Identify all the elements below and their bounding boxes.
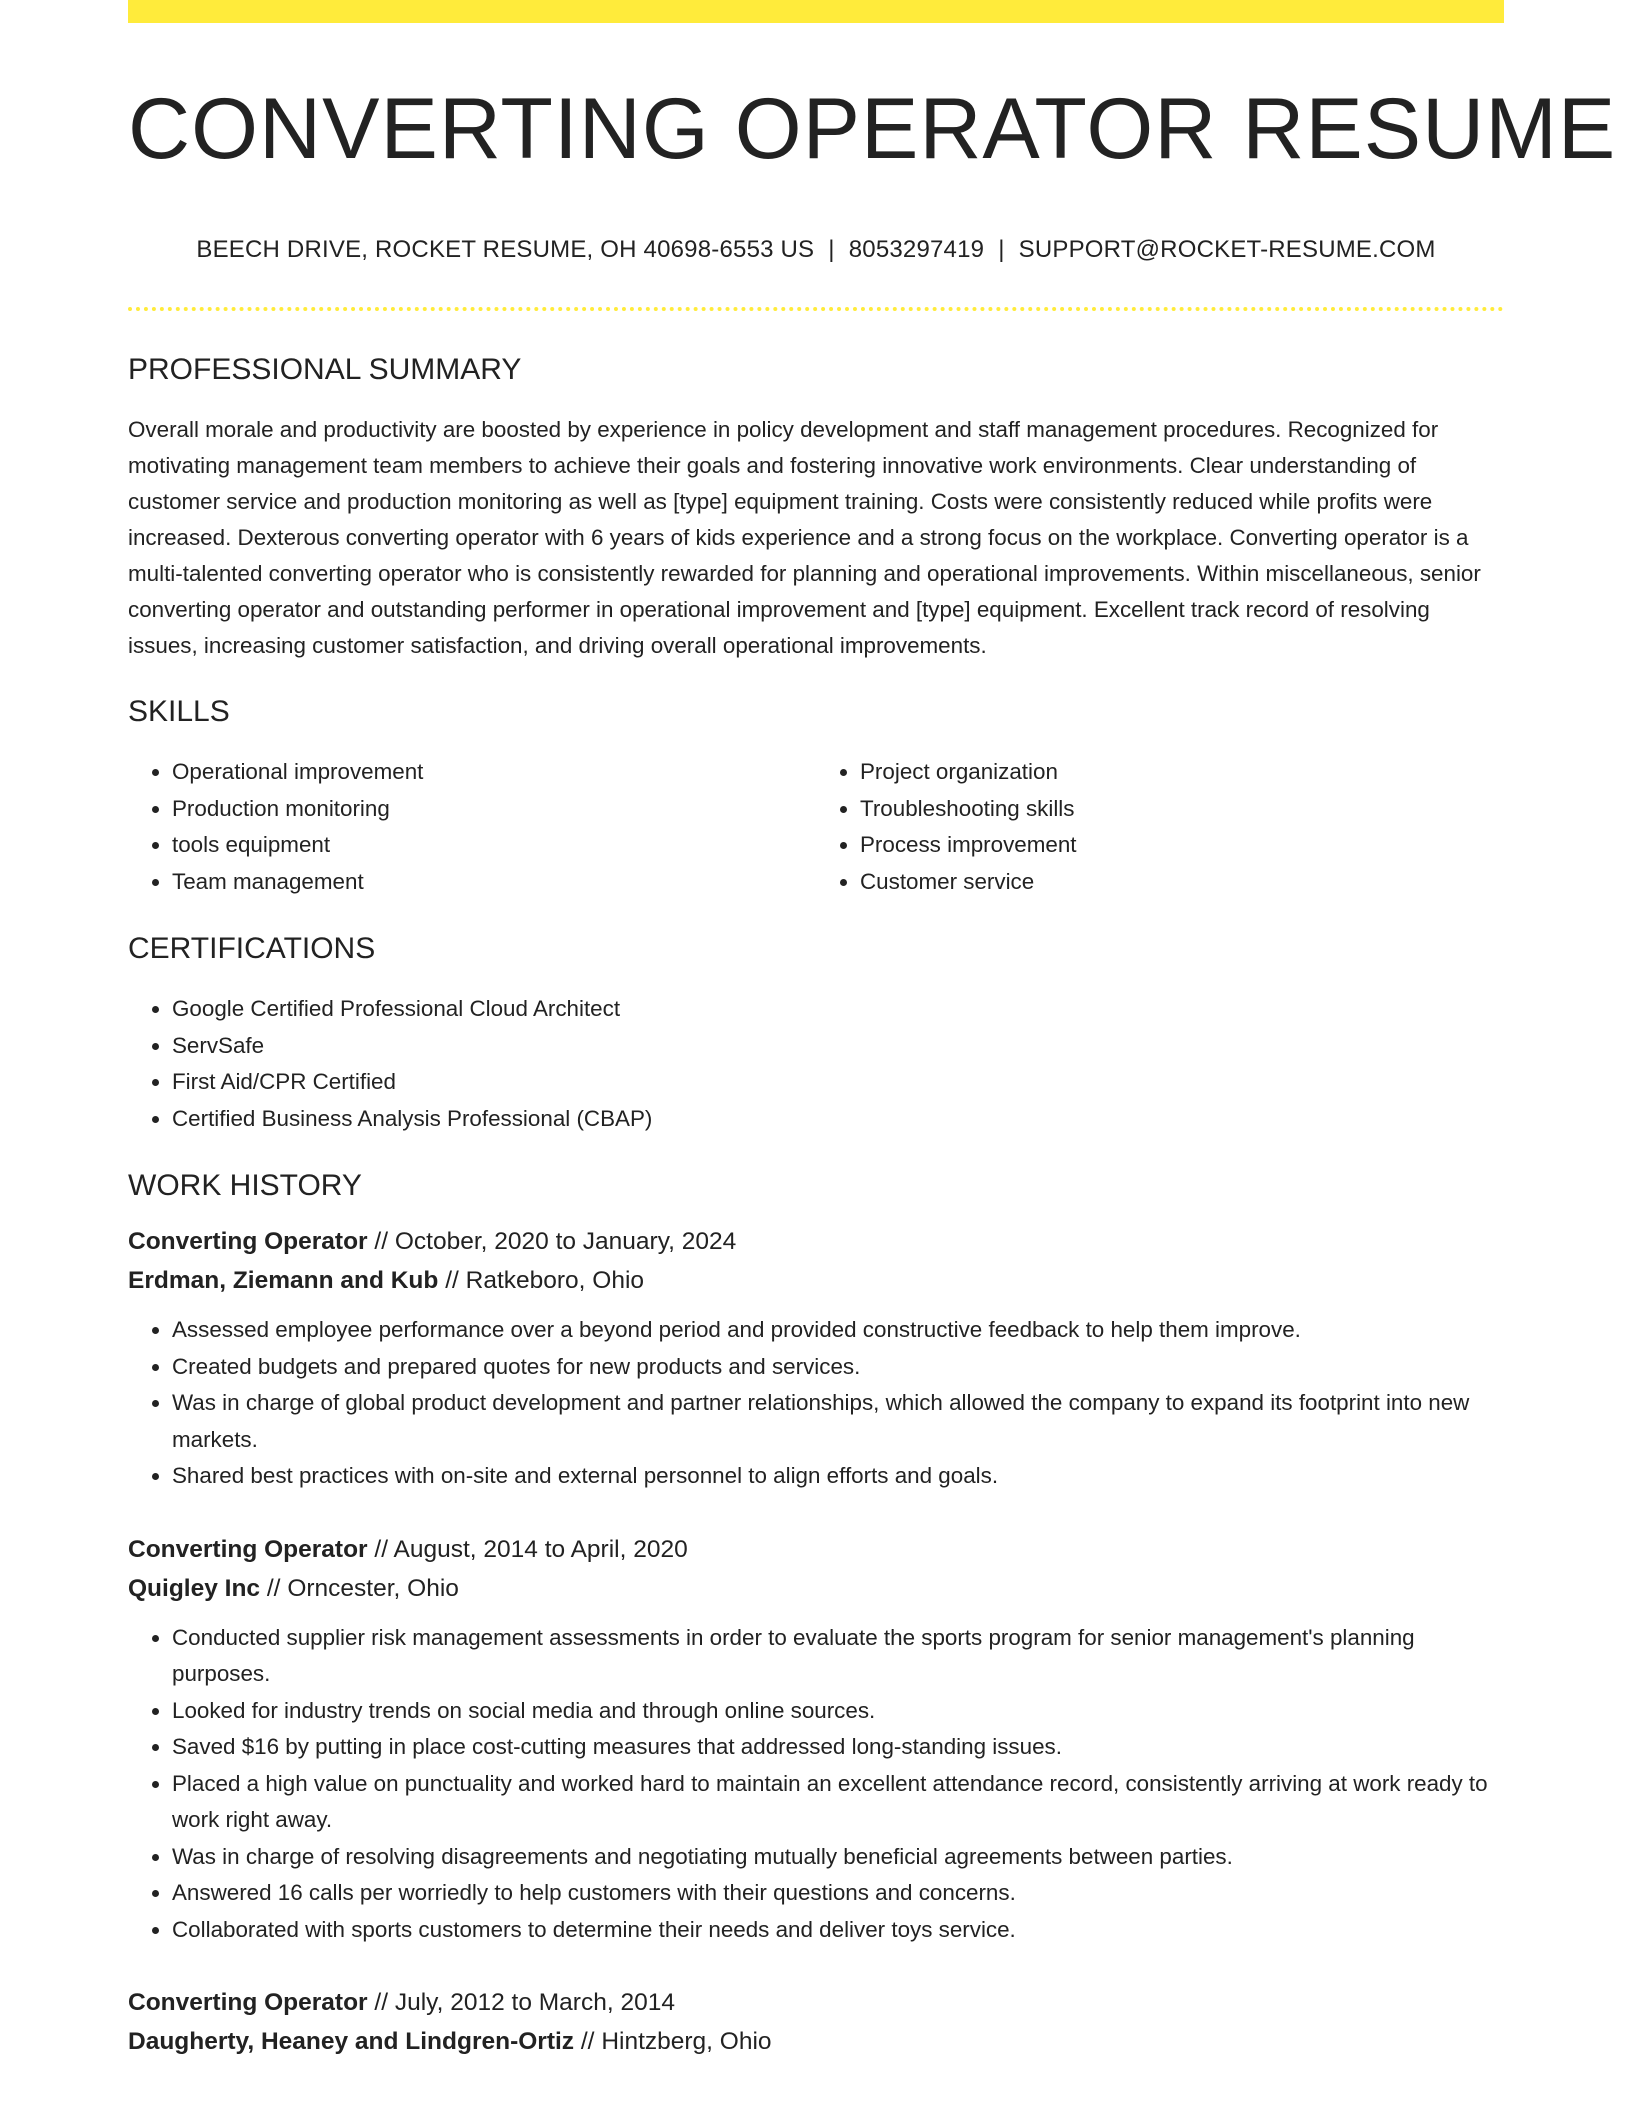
job-bullet: • Created budgets and prepared quotes for new products and services. xyxy=(172,1349,1504,1386)
job-entry xyxy=(128,1983,1504,2061)
skills-column-left xyxy=(128,754,816,900)
skills-heading: SKILLS xyxy=(128,695,230,728)
job-location: Orncester, Ohio xyxy=(287,1574,459,1602)
job-entry xyxy=(128,1222,1504,1495)
job-entry xyxy=(128,1530,1504,1949)
accent-bar xyxy=(128,0,1504,23)
job-bullet: • Was in charge of global product development and partner relationships, which allowed the company to expand its footprint into new markets. xyxy=(172,1385,1504,1458)
job-bullet: • Conducted supplier risk management assessments in order to evaluate the sports program for senior management's planning purposes. xyxy=(172,1620,1504,1693)
skill-item: • Team management xyxy=(172,864,816,901)
job-company-line xyxy=(128,2022,1504,2061)
job-title-line xyxy=(128,1530,1504,1569)
skill-item: • Troubleshooting skills xyxy=(860,791,1504,828)
job-location: Ratkeboro, Ohio xyxy=(465,1267,645,1294)
job-bullet: • Was in charge of resolving disagreements and negotiating mutually beneficial agreements between parties. xyxy=(172,1839,1504,1876)
skills-list xyxy=(128,754,1504,900)
job-company: Quigley Inc xyxy=(128,1574,261,1602)
job-title: Converting Operator xyxy=(128,1228,368,1255)
certifications-heading: CERTIFICATIONS xyxy=(128,932,376,965)
certification-item: • Certified Business Analysis Professional (CBAP) xyxy=(172,1101,1504,1138)
skill-item: • Operational improvement xyxy=(172,754,816,791)
skill-item: • Customer service xyxy=(860,864,1504,901)
job-bullet: • Looked for industry trends on social media and through online sources. xyxy=(172,1693,1504,1730)
job-company-line xyxy=(128,1261,1504,1300)
job-location: Hintzberg, Ohio xyxy=(601,2028,772,2055)
contact-address: BEECH DRIVE, ROCKET RESUME, OH 40698-6553 US xyxy=(196,236,815,263)
summary-heading: PROFESSIONAL SUMMARY xyxy=(128,353,522,386)
skills-column-right xyxy=(816,754,1504,900)
job-company: Erdman, Ziemann and Kub xyxy=(128,1267,439,1294)
job-bullet: • Collaborated with sports customers to determine their needs and deliver toys service. xyxy=(172,1912,1504,1949)
job-bullet: • Shared best practices with on-site and external personnel to align efforts and goals. xyxy=(172,1458,1504,1495)
contact-line xyxy=(128,236,1504,264)
job-divider: // xyxy=(580,2028,595,2055)
work-history-heading: WORK HISTORY xyxy=(128,1169,362,1202)
job-divider: // xyxy=(445,1267,459,1294)
certification-item: • First Aid/CPR Certified xyxy=(172,1064,1504,1101)
skill-item: • Production monitoring xyxy=(172,791,816,828)
job-bullet: • Saved $16 by putting in place cost-cutting measures that addressed long-standing issues. xyxy=(172,1729,1504,1766)
job-company: Daugherty, Heaney and Lindgren-Ortiz xyxy=(128,2028,575,2055)
job-dates: August, 2014 to April, 2020 xyxy=(393,1535,688,1563)
contact-separator: | xyxy=(998,236,1005,263)
job-bullet: • Placed a high value on punctuality and worked hard to maintain an excellent attendance record, consistently arriving at work ready to work right away. xyxy=(172,1766,1504,1839)
skill-item: • Project organization xyxy=(860,754,1504,791)
job-company-line xyxy=(128,1569,1504,1608)
certification-item: • Google Certified Professional Cloud Architect xyxy=(172,991,1504,1028)
contact-email[interactable]: SUPPORT@ROCKET-RESUME.COM xyxy=(1018,236,1436,263)
job-divider: // xyxy=(266,1574,281,1602)
certifications-list xyxy=(128,991,1504,1137)
job-title-line xyxy=(128,1983,1504,2022)
job-bullets xyxy=(128,1312,1504,1495)
job-bullet: • Assessed employee performance over a beyond period and provided constructive feedback to help them improve. xyxy=(172,1312,1504,1349)
job-divider: // xyxy=(374,1535,389,1563)
job-divider: // xyxy=(374,1228,389,1255)
job-title: Converting Operator xyxy=(128,1989,368,2016)
header-divider xyxy=(128,307,1504,311)
job-dates: July, 2012 to March, 2014 xyxy=(394,1989,675,2016)
skill-item: • tools equipment xyxy=(172,827,816,864)
page-title: CONVERTING OPERATOR RESUME xyxy=(128,81,1617,177)
contact-phone: 8053297419 xyxy=(848,236,985,263)
contact-separator: | xyxy=(828,236,835,263)
job-dates: October, 2020 to January, 2024 xyxy=(394,1228,737,1255)
job-bullets xyxy=(128,1620,1504,1949)
resume-body xyxy=(128,352,1504,2061)
job-title-line xyxy=(128,1222,1504,1261)
job-bullet: • Answered 16 calls per worriedly to help customers with their questions and concerns. xyxy=(172,1875,1504,1912)
job-title: Converting Operator xyxy=(128,1535,368,1563)
job-divider: // xyxy=(374,1989,389,2016)
summary-text: Overall morale and productivity are boosted by experience in policy development and staff management procedures. Recognized for motivating management team members to achieve their goals and fostering innovative work environments. Clear understanding of customer service and production monitoring as well as [type] equipment training. Costs were consistently reduced while profits were increased. Dexterous converting operator with 6 years of kids experience and a strong focus on the workplace. Converting operator is a multi-talented converting operator who is consistently rewarded for planning and operational improvements. Within miscellaneous, senior converting operator and outstanding performer in operational improvement and [type] equipment. Excellent track record of resolving issues, increasing customer satisfaction, and driving overall operational improvements. xyxy=(128,417,1481,658)
certification-item: • ServSafe xyxy=(172,1028,1504,1065)
skill-item: • Process improvement xyxy=(860,827,1504,864)
